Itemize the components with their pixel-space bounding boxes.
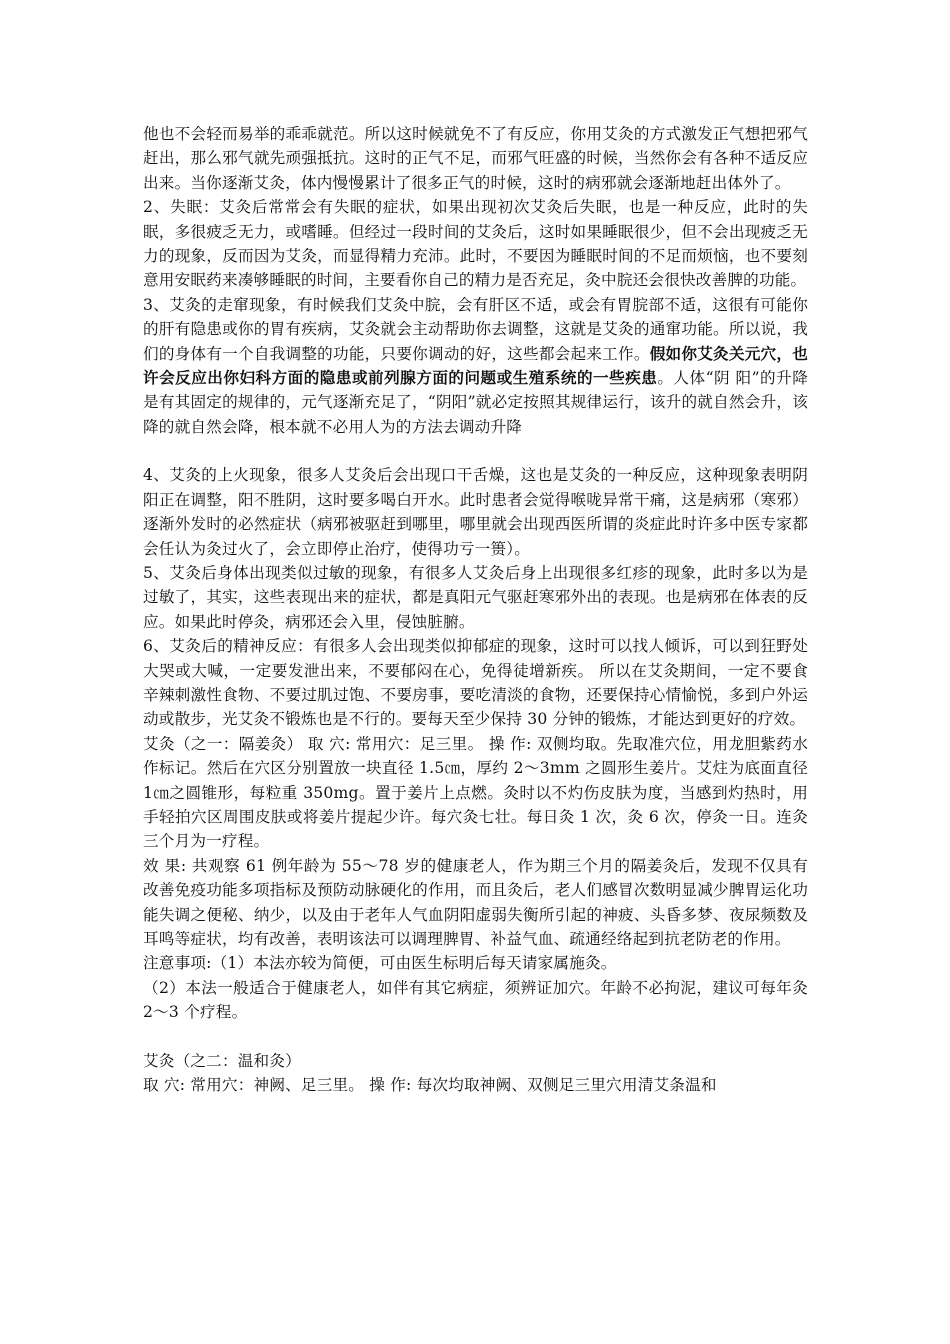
- paragraph-notes-2: （2）本法一般适合于健康老人，如伴有其它病症，须辨证加穴。年龄不必拘泥，建议可每年灸 2～3 个疗程。: [143, 978, 808, 1022]
- paragraph-wandering-text-b: 。人体“阴 阳”的升降是有其固定的规律的，元气逐渐充足了，“阴阳”就必定按照其规律运行，该升的就自然会升，该降的就自然会降，根本就不必用人为的方法去调动升降: [143, 369, 808, 436]
- section-heading-mild-moxa: 艾灸（之二：温和灸）: [143, 1051, 301, 1070]
- paragraph-effect: 效 果: 共观察 61 例年龄为 55～78 岁的健康老人，作为期三个月的隔姜灸后，发现不仅具有改善免疫功能多项指标及预防动脉硬化的作用，而且灸后，老人们感冒次数明显减少脾胃运化功能失调之便秘、纳少，以及由于老年人气血阴阳虚弱失衡所引起的神疲、头昏多梦、夜尿频数及耳鸣等症状，均有改善，表明该法可以调理脾胃、补益气血、疏通经络起到抗老防老的作用。: [143, 856, 808, 948]
- spacer: [143, 1025, 808, 1049]
- paragraph-wandering: [143, 293, 808, 439]
- spacer: [143, 439, 808, 463]
- paragraph-mental: 6、艾灸后的精神反应：有很多人会出现类似抑郁症的现象，这时可以找人倾诉，可以到狂野处大哭或大喊，一定要发泄出来，不要郁闷在心，免得徒增新疾。 所以在艾灸期间，一定不要食辛辣刺激性食物、不要过肌过饱、不要房事，要吃清淡的食物，还要保持心情愉悦，多到户外运动或散步，光艾灸不锻炼也是不行的。要每天至少保持 30 分钟的锻炼，才能达到更好的疗效。: [143, 637, 808, 729]
- paragraph-wandering-text-a: 3、艾灸的走窜现象，有时候我们艾灸中脘，会有肝区不适，或会有胃脘部不适，这很有可能你的肝有隐患或你的胃有疾病，艾灸就会主动帮助你去调整，这就是艾灸的通窜功能。所以说，我们的身体有一个自我调整的功能，只要你调动的好，这些都会起来工作。: [143, 295, 808, 363]
- paragraph-wandering-bold: 假如你艾灸关元穴，也许会反应出你妇科方面的隐患或前列腺方面的问题或生殖系统的一些疾患: [143, 343, 808, 388]
- paragraph-ginger-moxa: 艾灸（之一：隔姜灸） 取 穴: 常用穴：足三里。 操 作: 双侧均取。先取准穴位，用龙胆紫药水作标记。然后在穴区分别置放一块直径 1.5㎝，厚约 2～3mm 之圆形生姜片。艾炷为底面直径 1㎝之圆锥形，每粒重 350mg。置于姜片上点燃。灸时以不灼伤皮肤为度，当感到灼热时，用手轻拍穴区周围皮肤或将姜片提起少许。每穴灸七壮。每日灸 1 次，灸 6 次，停灸一日。连灸三个月为一疗程。: [143, 734, 808, 851]
- document-page: [143, 122, 808, 1097]
- paragraph-notes: 注意事项:（1）本法亦较为简便，可由医生标明后每天请家属施灸。: [143, 954, 617, 973]
- paragraph-mild-moxa: 取 穴: 常用穴：神阙、足三里。 操 作: 每次均取神阙、双侧足三里穴用清艾条温和: [143, 1076, 717, 1095]
- paragraph-intro: 他也不会轻而易举的乖乖就范。所以这时候就免不了有反应，你用艾灸的方式激发正气想把邪气赶出，那么邪气就先顽强抵抗。这时的正气不足，而邪气旺盛的时候，当然你会有各种不适反应出来。当你逐渐艾灸，体内慢慢累计了很多正气的时候，这时的病邪就会逐渐地赶出体外了。: [143, 125, 808, 192]
- paragraph-heat: 4、艾灸的上火现象，很多人艾灸后会出现口干舌燥，这也是艾灸的一种反应，这种现象表明阴阳正在调整，阳不胜阴，这时要多喝白开水。此时患者会觉得喉咙异常干痛，这是病邪（寒邪）逐渐外发时的必然症状（病邪被驱赶到哪里，哪里就会出现西医所谓的炎症此时许多中医专家都会任认为灸过火了，会立即停止治疗，使得功亏一篑）。: [143, 466, 808, 558]
- paragraph-insomnia: 2、失眠：艾灸后常常会有失眠的症状，如果出现初次艾灸后失眠，也是一种反应，此时的失眠，多很疲乏无力，或嗜睡。但经过一段时间的艾灸后，这时如果睡眠很少，但不会出现疲乏无力的现象，反而因为艾灸，而显得精力充沛。此时，不要因为睡眠时间的不足而烦恼，也不要刻意用安眠药来凑够睡眠的时间，主要看你自己的精力是否充足，灸中脘还会很快改善脾的功能。: [143, 198, 808, 290]
- paragraph-allergy: 5、艾灸后身体出现类似过敏的现象，有很多人艾灸后身上出现很多红疹的现象，此时多以为是过敏了，其实，这些表现出来的症状，都是真阳元气驱赶寒邪外出的表现。也是病邪在体表的反应。如果此时停灸，病邪还会入里，侵蚀脏腑。: [143, 563, 808, 631]
